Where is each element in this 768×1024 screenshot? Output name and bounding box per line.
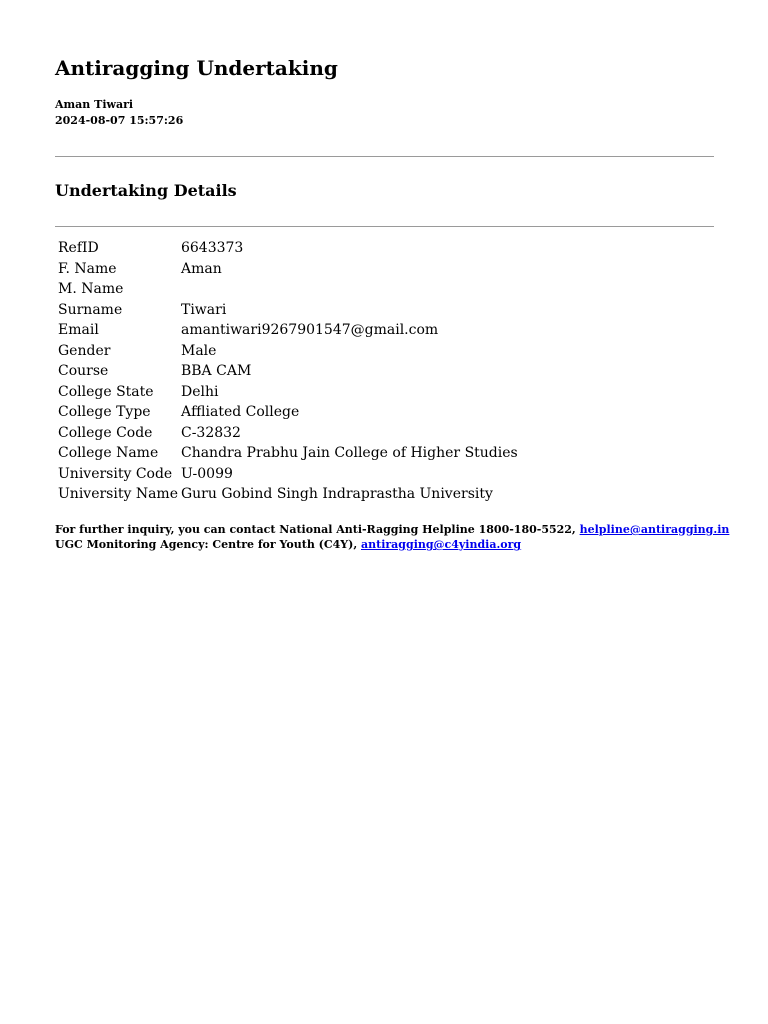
detail-label: College State [58, 383, 154, 400]
table-row [55, 320, 518, 341]
helpline-text: For further inquiry, you can contact National Anti-Ragging Helpline 1800-180-5522, [55, 523, 580, 536]
detail-label: College Code [58, 424, 153, 441]
monitoring-agency-line [55, 537, 729, 552]
table-row [55, 423, 518, 444]
detail-value: Chandra Prabhu Jain College of Higher Studies [180, 445, 518, 461]
table-row [55, 464, 518, 485]
detail-value: U-0099 [180, 465, 233, 482]
divider-section [55, 226, 714, 227]
detail-value: Guru Gobind Singh Indraprastha University [180, 486, 493, 502]
table-row [55, 402, 518, 423]
table-row [55, 484, 518, 505]
detail-label: College Name [58, 445, 159, 461]
detail-value: amantiwari9267901547@gmail.com [180, 322, 439, 338]
contact-footer [55, 522, 729, 552]
detail-value: BBA CAM [180, 363, 252, 379]
detail-value: Tiwari [180, 301, 227, 318]
table-row [55, 361, 518, 382]
table-row [55, 279, 518, 300]
detail-label: RefID [58, 240, 99, 256]
table-row [55, 259, 518, 280]
helpline-line [55, 522, 729, 537]
detail-label: Gender [58, 342, 111, 359]
helpline-email-link[interactable]: helpline@antiragging.in [579, 523, 730, 536]
detail-value: Aman [180, 260, 222, 277]
detail-label: University Name [58, 486, 178, 502]
divider-top [55, 156, 714, 157]
submission-timestamp: 2024-08-07 15:57:26 [55, 114, 184, 127]
table-row [55, 300, 518, 321]
detail-label: Email [58, 322, 99, 338]
detail-value: Delhi [180, 383, 219, 400]
detail-label: Surname [58, 301, 123, 318]
detail-label: Course [58, 363, 109, 379]
detail-label: University Code [58, 465, 173, 482]
detail-value: Affliated College [180, 404, 300, 420]
student-name: Aman Tiwari [55, 98, 134, 111]
detail-value: 6643373 [180, 240, 244, 256]
table-row [55, 443, 518, 464]
detail-label: F. Name [58, 260, 117, 277]
agency-email-link[interactable]: antiragging@c4yindia.org [361, 538, 522, 551]
section-title: Undertaking Details [55, 181, 237, 200]
details-table [55, 238, 518, 505]
detail-value: C-32832 [180, 424, 241, 441]
detail-label: College Type [58, 404, 151, 420]
table-row [55, 382, 518, 403]
detail-value [178, 279, 518, 300]
table-row [55, 238, 518, 259]
table-row [55, 341, 518, 362]
document-title: Antiragging Undertaking [55, 56, 338, 80]
monitoring-agency-text: UGC Monitoring Agency: Centre for Youth (C4Y), [55, 538, 361, 551]
detail-label: M. Name [58, 281, 124, 297]
detail-value: Male [180, 342, 217, 359]
